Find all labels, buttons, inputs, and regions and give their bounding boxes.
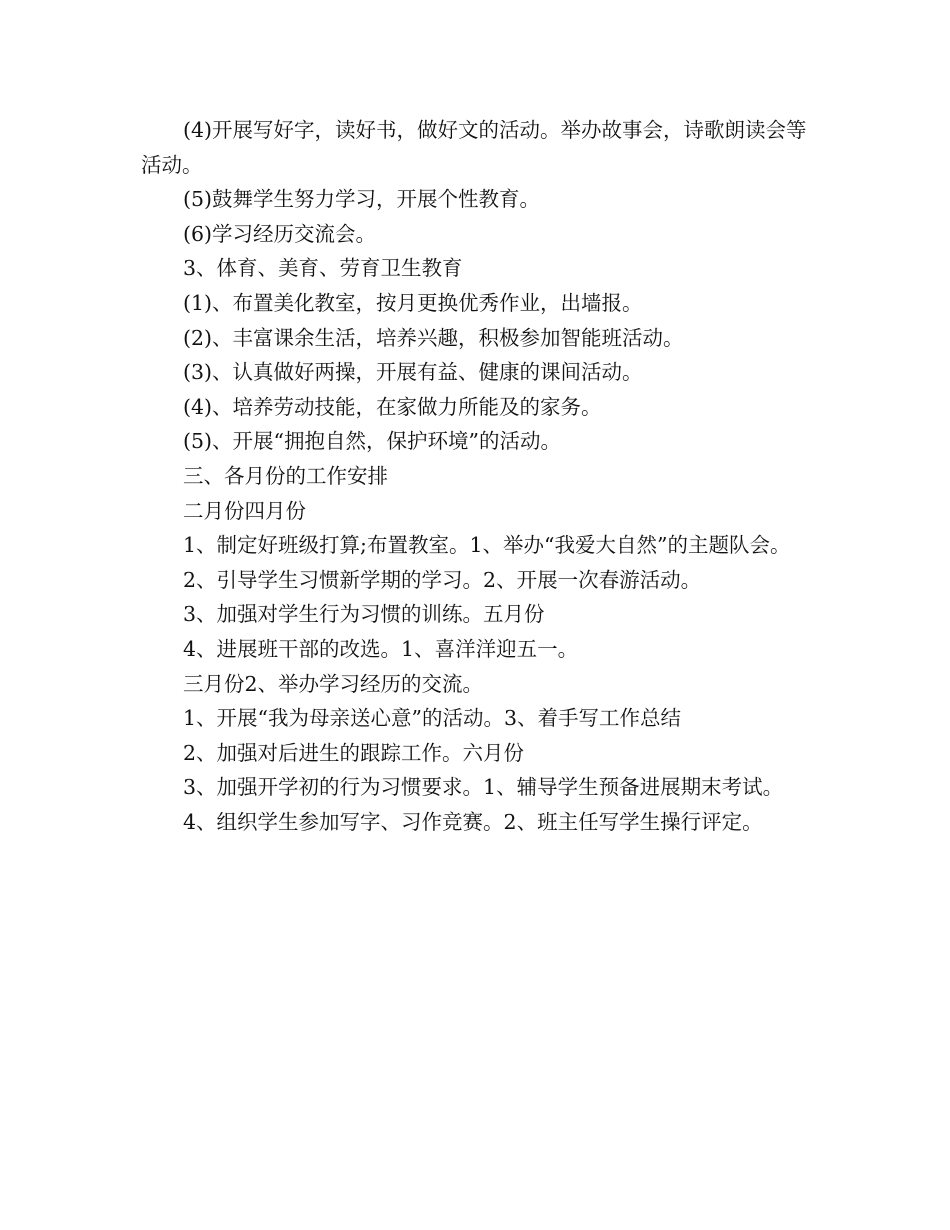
section-heading-3: 三、各月份的工作安排 <box>183 463 388 488</box>
paragraph-11: 二月份四月份 <box>183 498 306 523</box>
paragraph-1: (4)开展写好字，读好书，做好文的活动。举办故事会，诗歌朗读会等活动。 <box>141 118 807 177</box>
paragraph-13: 2、引导学生习惯新学期的学习。2、开展一次春游活动。 <box>183 567 702 592</box>
paragraph-9: (5)、开展“拥抱自然，保护环境”的活动。 <box>183 429 561 454</box>
paragraph-5: (1)、布置美化教室，按月更换优秀作业，出墙报。 <box>183 290 643 315</box>
paragraph-19: 3、加强开学初的行为习惯要求。1、辅导学生预备进展期末考试。 <box>183 775 784 800</box>
paragraph-14: 3、加强对学生行为习惯的训练。五月份 <box>183 602 545 627</box>
paragraph-16: 三月份2、举办学习经历的交流。 <box>183 671 484 696</box>
paragraph-17: 1、开展“我为母亲送心意”的活动。3、着手写工作总结 <box>183 706 682 731</box>
paragraph-6: (2)、丰富课余生活，培养兴趣，积极参加智能班活动。 <box>183 325 684 350</box>
paragraph-8: (4)、培养劳动技能，在家做力所能及的家务。 <box>183 394 602 419</box>
paragraph-4: 3、体育、美育、劳育卫生教育 <box>183 256 463 281</box>
paragraph-2: (5)鼓舞学生努力学习，开展个性教育。 <box>183 187 541 212</box>
paragraph-15: 4、进展班干部的改选。1、喜洋洋迎五一。 <box>183 636 579 661</box>
paragraph-12: 1、制定好班级打算;布置教室。1、举办“我爱大自然”的主题队会。 <box>183 533 791 558</box>
paragraph-7: (3)、认真做好两操，开展有益、健康的课间活动。 <box>183 360 643 385</box>
document-body <box>141 113 811 839</box>
paragraph-20: 4、组织学生参加写字、习作竞赛。2、班主任写学生操行评定。 <box>183 809 763 834</box>
paragraph-18: 2、加强对后进生的跟踪工作。六月份 <box>183 740 525 765</box>
paragraph-3: (6)学习经历交流会。 <box>183 221 377 246</box>
